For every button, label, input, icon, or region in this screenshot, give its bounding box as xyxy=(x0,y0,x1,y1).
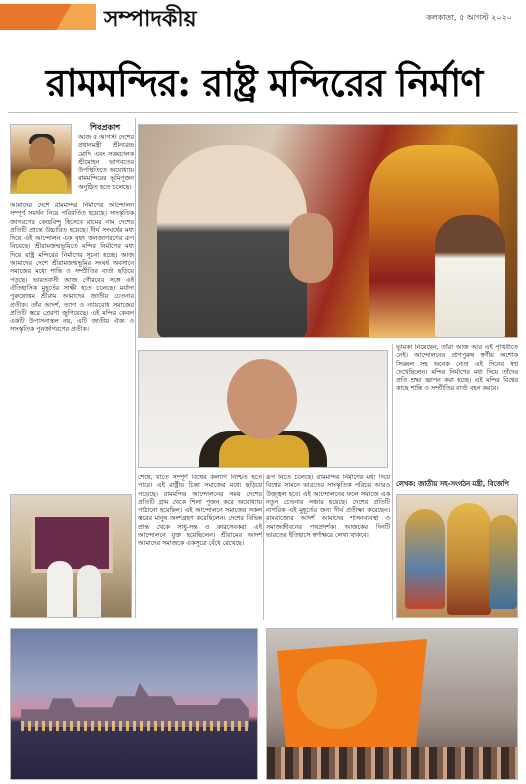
idol-figure xyxy=(405,509,445,609)
gate-arch xyxy=(31,513,113,573)
folded-hands xyxy=(289,213,333,283)
prime-minister-figure xyxy=(157,145,307,338)
visitor-figure xyxy=(77,565,101,618)
portrait-head xyxy=(227,359,297,439)
section-title: সম্পাদকীয় xyxy=(96,2,205,39)
prime-minister-praying-photo xyxy=(138,124,518,338)
article-paragraph: রূপ নিতে চলেছে। রামমন্দির নির্মাণের মধ্য দিয়ে বিশ্বের সামনে ভারতের সাংস্কৃতিক পরিচয় আরও উজ্জ্বল হবে। এই আন্দোলনের ফলে সমাজে এক নতুন চেতনার সঞ্চার হয়েছে। দেশের প্রতিটি নাগরিক এই মুহূর্তের জন্য দীর্ঘ প্রতীক্ষা করেছেন। রামরাজ্যের আদর্শ আমাদের শাসনব্যবস্থা ও সমাজজীবনের পথপ্রদর্শক। আজকের দিনটি ভারতের ইতিহাসে স্বর্ণাক্ষরে লেখা থাকবে। xyxy=(266,474,390,540)
ayodhya-night-photo xyxy=(10,628,258,780)
temple-gate-photo xyxy=(10,494,132,618)
divider xyxy=(8,112,518,113)
article-column-middle-right xyxy=(266,474,390,622)
idol-figure xyxy=(447,503,491,615)
column-divider xyxy=(135,118,136,618)
author-byline: লেখক: জাতীয় সহ-সংগঠন মন্ত্রী, বিজেপি xyxy=(396,480,509,488)
author-portrait xyxy=(10,124,72,194)
article-paragraph: শেষে, যাতে সম্পূর্ণ বিশ্বের কল্যাণ নিশ্চিত হতে পারে। এই রাষ্ট্রীয় চিন্তা সমাজের মধ্যে ছড়িয়ে পড়েছে। রামমন্দির আন্দোলনের সময় দেশের প্রতিটি গ্রাম থেকে শিলা পূজন করে অযোধ্যায় পাঠানো হয়েছিল। এই আন্দোলনে সমাজের সকল স্তরের মানুষ অংশগ্রহণ করেছিলেন। দেশের বিভিন্ন প্রান্ত থেকে সাধু-সন্ত ও কারসেবকরা এই আন্দোলনে যুক্ত হয়েছিলেন। শ্রীরামের আদর্শ আমাদের সমাজকে একসূত্রে বেঁধে রেখেছে। xyxy=(138,474,262,548)
issue-date: কলকাতা, ৫ আগস্ট ২০২০ xyxy=(426,13,512,22)
ram-idols-photo xyxy=(396,494,518,618)
article-column-intro xyxy=(78,134,134,200)
article-paragraph: ভূমিকা নিয়েছেন, তাঁরা আজ আর এই পৃথিবীতে নেই। আন্দোলনের প্রাণপুরুষ স্বর্গীয় অশোক সিঙ্ঘল সহ অনেক নেতা এই দিনের স্বপ্ন দেখেছিলেন। মন্দির নির্মাণের মধ্য দিয়ে তাঁদের প্রতি শ্রদ্ধা জ্ঞাপন করা হচ্ছে। এই মন্দির বিশ্বের কাছে শান্তি ও সম্প্রীতির বার্তা বহন করবে। xyxy=(396,344,518,393)
author-name: শিবপ্রকাশ xyxy=(90,123,121,132)
article-column-right xyxy=(396,344,518,468)
crowd xyxy=(267,747,518,780)
author-face xyxy=(29,137,55,167)
column-divider xyxy=(263,474,264,620)
headline: রামমন্দির: রাষ্ট্র মন্দিরের নির্মাণ xyxy=(45,60,483,105)
visitor-figure xyxy=(47,561,73,618)
ghat-lights xyxy=(21,721,249,731)
flag-emblem xyxy=(297,659,377,729)
portrait-stole xyxy=(219,435,309,468)
article-column-left xyxy=(10,202,134,486)
article-paragraph: আজ ৫ আগস্ট দেশের প্রধানমন্ত্রী শ্রীনরেন্দ্র মোদি এবং সঙ্ঘচালক শ্রীমোহন ভাগবতের উপস্থিতিতে অযোধ্যায় রামমন্দিরের ভূমিপূজন অনুষ্ঠিত হতে চলেছে। xyxy=(78,134,134,191)
rss-chief-portrait-photo xyxy=(138,350,388,468)
column-divider xyxy=(392,344,393,620)
saffron-flag-photo xyxy=(266,628,518,780)
author-shirt xyxy=(17,169,67,194)
section-banner xyxy=(0,0,526,40)
priest-figure xyxy=(435,215,505,338)
article-paragraph: আমাদের দেশে রামমন্দির নির্মাণের আন্দোলন সম্পূর্ণ সমর্থন নিয়ে পরিবর্তিত হয়েছে। সাংস্কৃতিক জাগরণের কেন্দ্রবিন্দু হিসেবে রামের নাম দেশের প্রতিটি প্রান্তে উচ্চারিত হয়েছে। দীর্ঘ সংঘর্ষের মধ্য দিয়ে এই আন্দোলন এক বৃহৎ জনজাগরণের রূপ নিয়েছে। শ্রীরামজন্মভূমিতে মন্দির নির্মাণের মধ্য দিয়ে রাষ্ট্র মন্দিরের নির্মাণের সূচনা হচ্ছে। আজ আমাদের দেশে শ্রীরামজন্মভূমির সংঘর্ষ অবসানে সমাজের মধ্যে শান্তি ও সম্প্রীতির বার্তা ছড়িয়ে পড়ছে। ভারতবাসী আজ গৌরবের সঙ্গে এই ঐতিহাসিক মুহূর্তের সাক্ষী হতে চলেছে। মর্যাদা পুরুষোত্তম শ্রীরাম আমাদের জাতীয় চেতনার প্রতীক। তাঁর আদর্শ, ত্যাগ ও ন্যায়বোধ সমাজের প্রতিটি স্তরে প্রেরণা জুগিয়েছে। এই মন্দির কেবল একটি উপাসনাস্থল নয়, এটি জাতীয় ঐক্য ও সাংস্কৃতিক পুনর্জাগরণের প্রতীক। xyxy=(10,202,134,334)
idol-figure xyxy=(489,515,517,609)
article-column-middle-left xyxy=(138,474,262,622)
